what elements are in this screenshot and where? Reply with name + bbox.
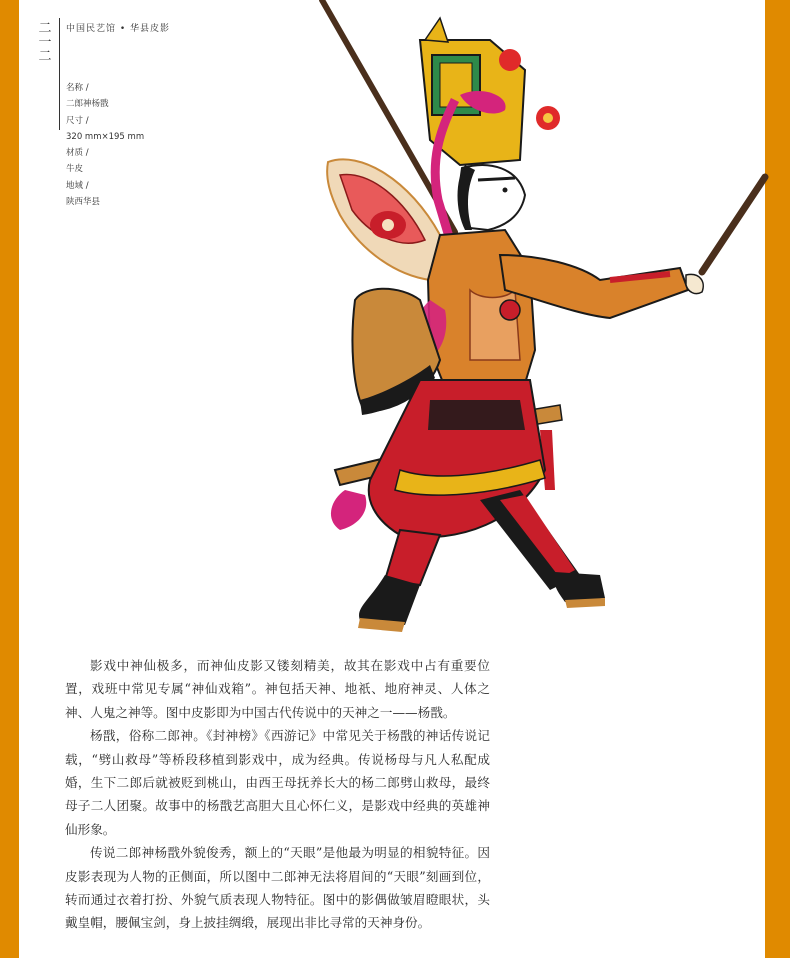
page-number-char: 一 xyxy=(38,35,52,50)
size-label: 尺寸 / xyxy=(66,115,89,126)
paragraph: 杨戬，俗称二郎神。《封神榜》《西游记》中常见关于杨戬的神话传说记载，“劈山救母”等桥段移植到影戏中，成为经典。传说杨母与凡人私配成婚，生下二郎后就被贬到桃山，由西王母抚养长大的杨二郎劈山救母，最终母子二人团聚。故事中的杨戬艺高胆大且心怀仁义，是影戏中经典的英雄神仙形象。 xyxy=(65,728,490,837)
paragraph: 影戏中神仙极多，而神仙皮影又镂刻精美，故其在影戏中占有重要位置，戏班中常见专属“神仙戏箱”。神包括天神、地祇、地府神灵、人体之神、人鬼之神等。图中皮影即为中国古代传说中的天神之一——杨戬。 xyxy=(65,658,490,720)
page-number-char: 二 xyxy=(38,49,52,64)
name-label: 名称 / xyxy=(66,83,89,93)
name-value: 二郎神杨戬 xyxy=(66,99,109,110)
page-number-rule xyxy=(59,18,60,130)
control-rod-hand xyxy=(702,177,765,272)
region-label: 地域 / xyxy=(66,180,89,191)
body-text xyxy=(65,654,490,935)
size-value: 320 mm×195 mm xyxy=(66,131,145,142)
region-value: 陕西华县 xyxy=(66,197,101,208)
artifact-info xyxy=(66,80,144,210)
face xyxy=(458,165,526,230)
page-number-char: 二 xyxy=(38,21,52,36)
page-number xyxy=(38,22,52,64)
material-label: 材质 / xyxy=(66,148,89,159)
running-head: 中国民艺馆 • 华县皮影 xyxy=(66,24,171,34)
shadow-puppet-figure xyxy=(315,0,770,640)
material-value: 牛皮 xyxy=(66,164,84,175)
paragraph: 传说二郎神杨戬外貌俊秀，额上的“天眼”是他最为明显的相貌特征。因皮影表现为人物的正侧面，所以图中二郎神无法将眉间的“天眼”刻画到位，转而通过衣着打扮、外貌气质表现人物特征。图中的影偶做皱眉瞪眼状，头戴皇帽，腰佩宝剑，身上披挂绸缎，展现出非比寻常的天神身份。 xyxy=(65,845,490,931)
left-orange-border xyxy=(0,0,19,958)
